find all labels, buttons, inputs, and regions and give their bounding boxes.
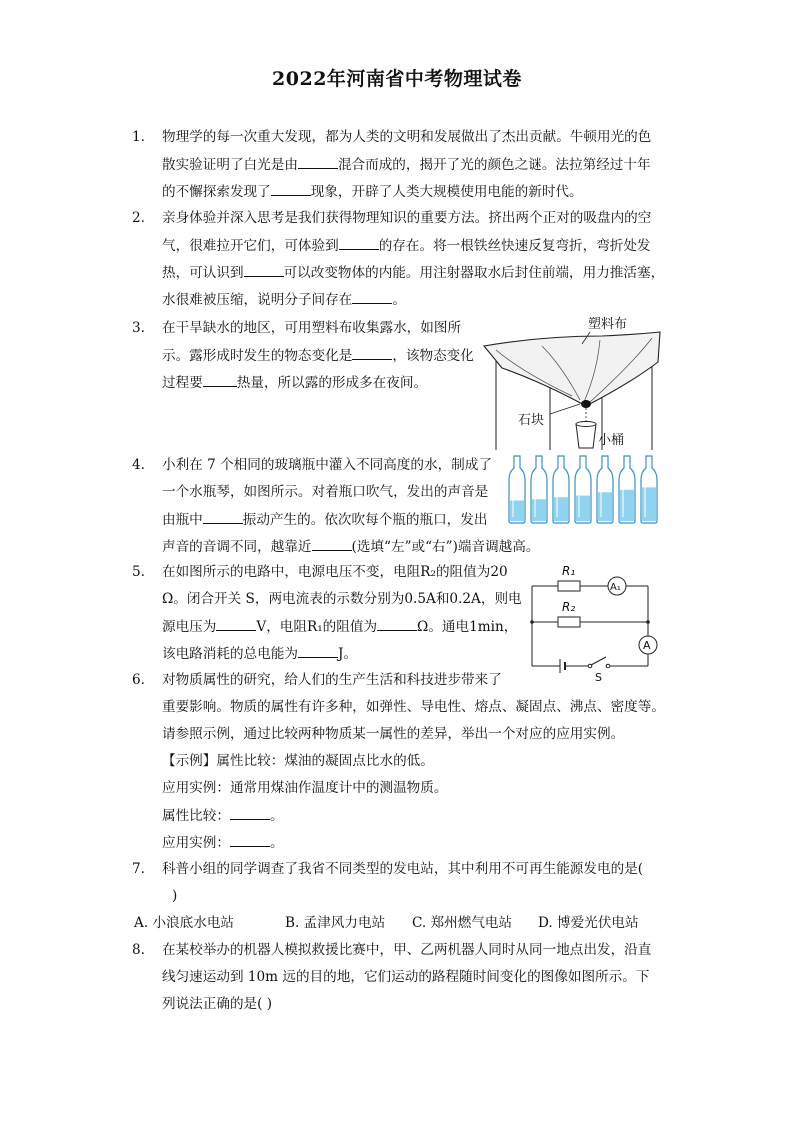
text-segment: J。	[337, 646, 357, 662]
answer-blank[interactable]	[203, 509, 243, 524]
question-number: 6.	[132, 672, 145, 688]
text-segment: 热，可认识到	[162, 265, 244, 281]
text-segment: V，电阻R₁的阻值为	[256, 619, 378, 635]
water-bottle	[553, 456, 569, 523]
r1-label: R₁	[562, 564, 576, 578]
question-text: 请参照示例，通过比较两种物质某一属性的差异，举出一个对应的应用实例。	[162, 726, 625, 742]
a1-label: A₁	[610, 582, 621, 593]
example-text: 【示例】属性比较：煤油的凝固点比水的低。	[162, 753, 434, 769]
junction-dot	[646, 620, 650, 624]
water-bottles-figure	[506, 454, 662, 524]
text-segment: 散实验证明了白光是由	[162, 157, 298, 173]
resistor-r1	[558, 581, 580, 591]
answer-blank[interactable]	[230, 805, 270, 820]
question-text-line	[162, 643, 357, 664]
text-segment: 该电路消耗的总电能为	[162, 646, 298, 662]
question-text: 重要影响。物质的属性有许多种，如弹性、导电性、熔点、凝固点、沸点、密度等。	[162, 699, 665, 715]
answer-blank[interactable]	[230, 832, 270, 847]
r2-label: R₂	[562, 600, 576, 614]
text-segment: 气，很难拉开它们，可体验到	[162, 238, 339, 254]
question-number: 7.	[132, 861, 145, 877]
bottle-water	[576, 496, 590, 521]
cloth-label: 塑料布	[588, 317, 628, 332]
text-segment: 现象，开辟了人类大规模使用电能的新时代。	[310, 184, 583, 200]
text-segment: 混合而成的，揭开了光的颜色之谜。法拉第经过十年	[337, 157, 651, 173]
text-segment: 。	[392, 292, 406, 308]
question-text-line	[162, 805, 284, 826]
a-label: A	[643, 639, 651, 652]
option-d[interactable]: D. 博爱光伏电站	[538, 915, 639, 931]
switch-contact	[606, 664, 610, 668]
text-segment: 的不懈探索发现了	[162, 184, 271, 200]
example-text: 应用实例：通常用煤油作温度计中的测温物质。	[162, 780, 448, 796]
question-text-line	[162, 345, 474, 366]
answer-blank[interactable]	[339, 235, 379, 250]
bottle-water	[620, 490, 634, 521]
water-bottle	[619, 456, 635, 523]
question-text-line	[162, 536, 539, 557]
question-text-line	[162, 616, 517, 637]
dew-collector-figure	[482, 312, 664, 450]
answer-blank[interactable]	[216, 616, 256, 631]
bucket-rim	[576, 422, 596, 427]
bucket-label: 小桶	[598, 433, 625, 448]
answer-blank[interactable]	[298, 154, 338, 169]
text-segment: 水很难被压缩，说明分子间存在	[162, 292, 353, 308]
answer-blank[interactable]	[271, 181, 311, 196]
junction-dot	[530, 620, 534, 624]
question-number: 5.	[132, 564, 145, 580]
option-a[interactable]: A. 小浪底水电站	[134, 915, 235, 931]
question-text: 对物质属性的研究，给人们的生产生活和科技进步带来了	[162, 672, 502, 688]
question-number: 8.	[132, 942, 145, 958]
switch-blade	[591, 657, 606, 665]
bottle-water	[510, 501, 524, 522]
bottle-water	[554, 497, 568, 521]
text-segment: 振动产生的。依次吹每个瓶的瓶口，发出	[242, 512, 488, 528]
circuit-diagram	[522, 560, 666, 682]
text-segment: 的存在。将一根铁丝快速反复弯折，弯折处发	[378, 238, 651, 254]
question-text: Ω。闭合开关 S，两电流表的示数分别为0.5A和0.2A，则电	[162, 591, 522, 607]
water-bottle	[509, 456, 525, 523]
question-text-line	[162, 289, 406, 310]
question-text: 小利在 7 个相同的玻璃瓶中灌入不同高度的水，制成了	[162, 457, 492, 473]
stone-label: 石块	[518, 413, 545, 428]
text-segment: 。	[269, 835, 284, 851]
answer-blank[interactable]	[203, 372, 237, 387]
text-segment: 声音的音调不同，越靠近	[162, 539, 312, 555]
text-segment: ，该物态变化	[392, 348, 474, 364]
label-pointer	[550, 404, 580, 414]
question-text-line	[162, 181, 583, 202]
bottle-water	[642, 487, 656, 521]
text-segment: Ω。通电1min，	[417, 619, 518, 635]
question-text: 物理学的每一次重大发现，都为人类的文明和发展做出了杰出贡献。牛顿用光的色	[162, 129, 652, 145]
question-number: 3.	[132, 320, 145, 336]
text-segment: (选填“左”或“右”)端音调越高。	[351, 539, 540, 555]
resistor-r2	[558, 617, 580, 627]
text-segment: 过程要	[162, 375, 203, 391]
text-segment: 。	[269, 808, 284, 824]
option-b[interactable]: B. 孟津风力电站	[285, 915, 386, 931]
bucket-shape	[576, 424, 596, 448]
question-number: 4.	[132, 457, 145, 473]
answer-blank[interactable]	[352, 289, 392, 304]
question-text-line	[162, 262, 664, 283]
question-text: 在如图所示的电路中，电源电压不变，电阻R₂的阻值为20	[162, 564, 508, 580]
answer-blank[interactable]	[244, 262, 284, 277]
question-number: 2.	[132, 210, 145, 226]
question-text: 在干旱缺水的地区，可用塑料布收集露水，如图所	[162, 320, 462, 336]
text-segment: 应用实例：	[162, 835, 230, 851]
question-text-line	[162, 372, 427, 393]
question-text-line	[162, 509, 487, 530]
question-text: )	[172, 888, 178, 904]
plastic-cloth-shape	[484, 332, 660, 406]
page-title: 2022年河南省中考物理试卷	[272, 68, 522, 90]
water-bottle	[641, 456, 657, 523]
question-text: 亲身体验并深入思考是我们获得物理知识的重要方法。挤出两个正对的吸盘内的空	[162, 210, 652, 226]
bottle-water	[598, 492, 612, 521]
question-text-line	[162, 154, 651, 175]
question-text-line	[162, 235, 651, 256]
text-segment: 源电压为	[162, 619, 217, 635]
answer-blank[interactable]	[312, 536, 352, 551]
text-segment: 由瓶中	[162, 512, 203, 528]
text-segment: 示。露形成时发生的物态变化是	[162, 348, 353, 364]
text-segment: 热量，所以露的形成多在夜间。	[236, 375, 428, 391]
bottle-water	[532, 499, 546, 521]
question-text: 线匀速运动到 10m 远的目的地，它们运动的路程随时间变化的图像如图所示。下	[162, 969, 650, 985]
water-bottle	[597, 456, 613, 523]
question-text: 科普小组的同学调查了我省不同类型的发电站，其中利用不可再生能源发电的是(	[162, 861, 644, 877]
question-text: 列说法正确的是( )	[162, 996, 273, 1012]
answer-blank[interactable]	[377, 616, 417, 631]
stone-shape	[581, 400, 591, 408]
switch-label: S	[595, 671, 602, 682]
option-c[interactable]: C. 郑州燃气电站	[412, 915, 513, 931]
question-text: 一个水瓶琴，如图所示。对着瓶口吹气，发出的声音是	[162, 484, 489, 500]
text-segment: 可以改变物体的内能。用注射器取水后封住前端，用力推活塞，	[283, 265, 665, 281]
text-segment: 属性比较：	[162, 808, 230, 824]
question-text: 在某校举办的机器人模拟救援比赛中，甲、乙两机器人同时从同一地点出发，沿直	[162, 942, 652, 958]
water-bottle	[575, 456, 591, 523]
water-bottle	[531, 456, 547, 523]
answer-blank[interactable]	[352, 345, 392, 360]
question-number: 1.	[132, 129, 145, 145]
answer-blank[interactable]	[298, 643, 338, 658]
question-text-line	[162, 832, 284, 853]
